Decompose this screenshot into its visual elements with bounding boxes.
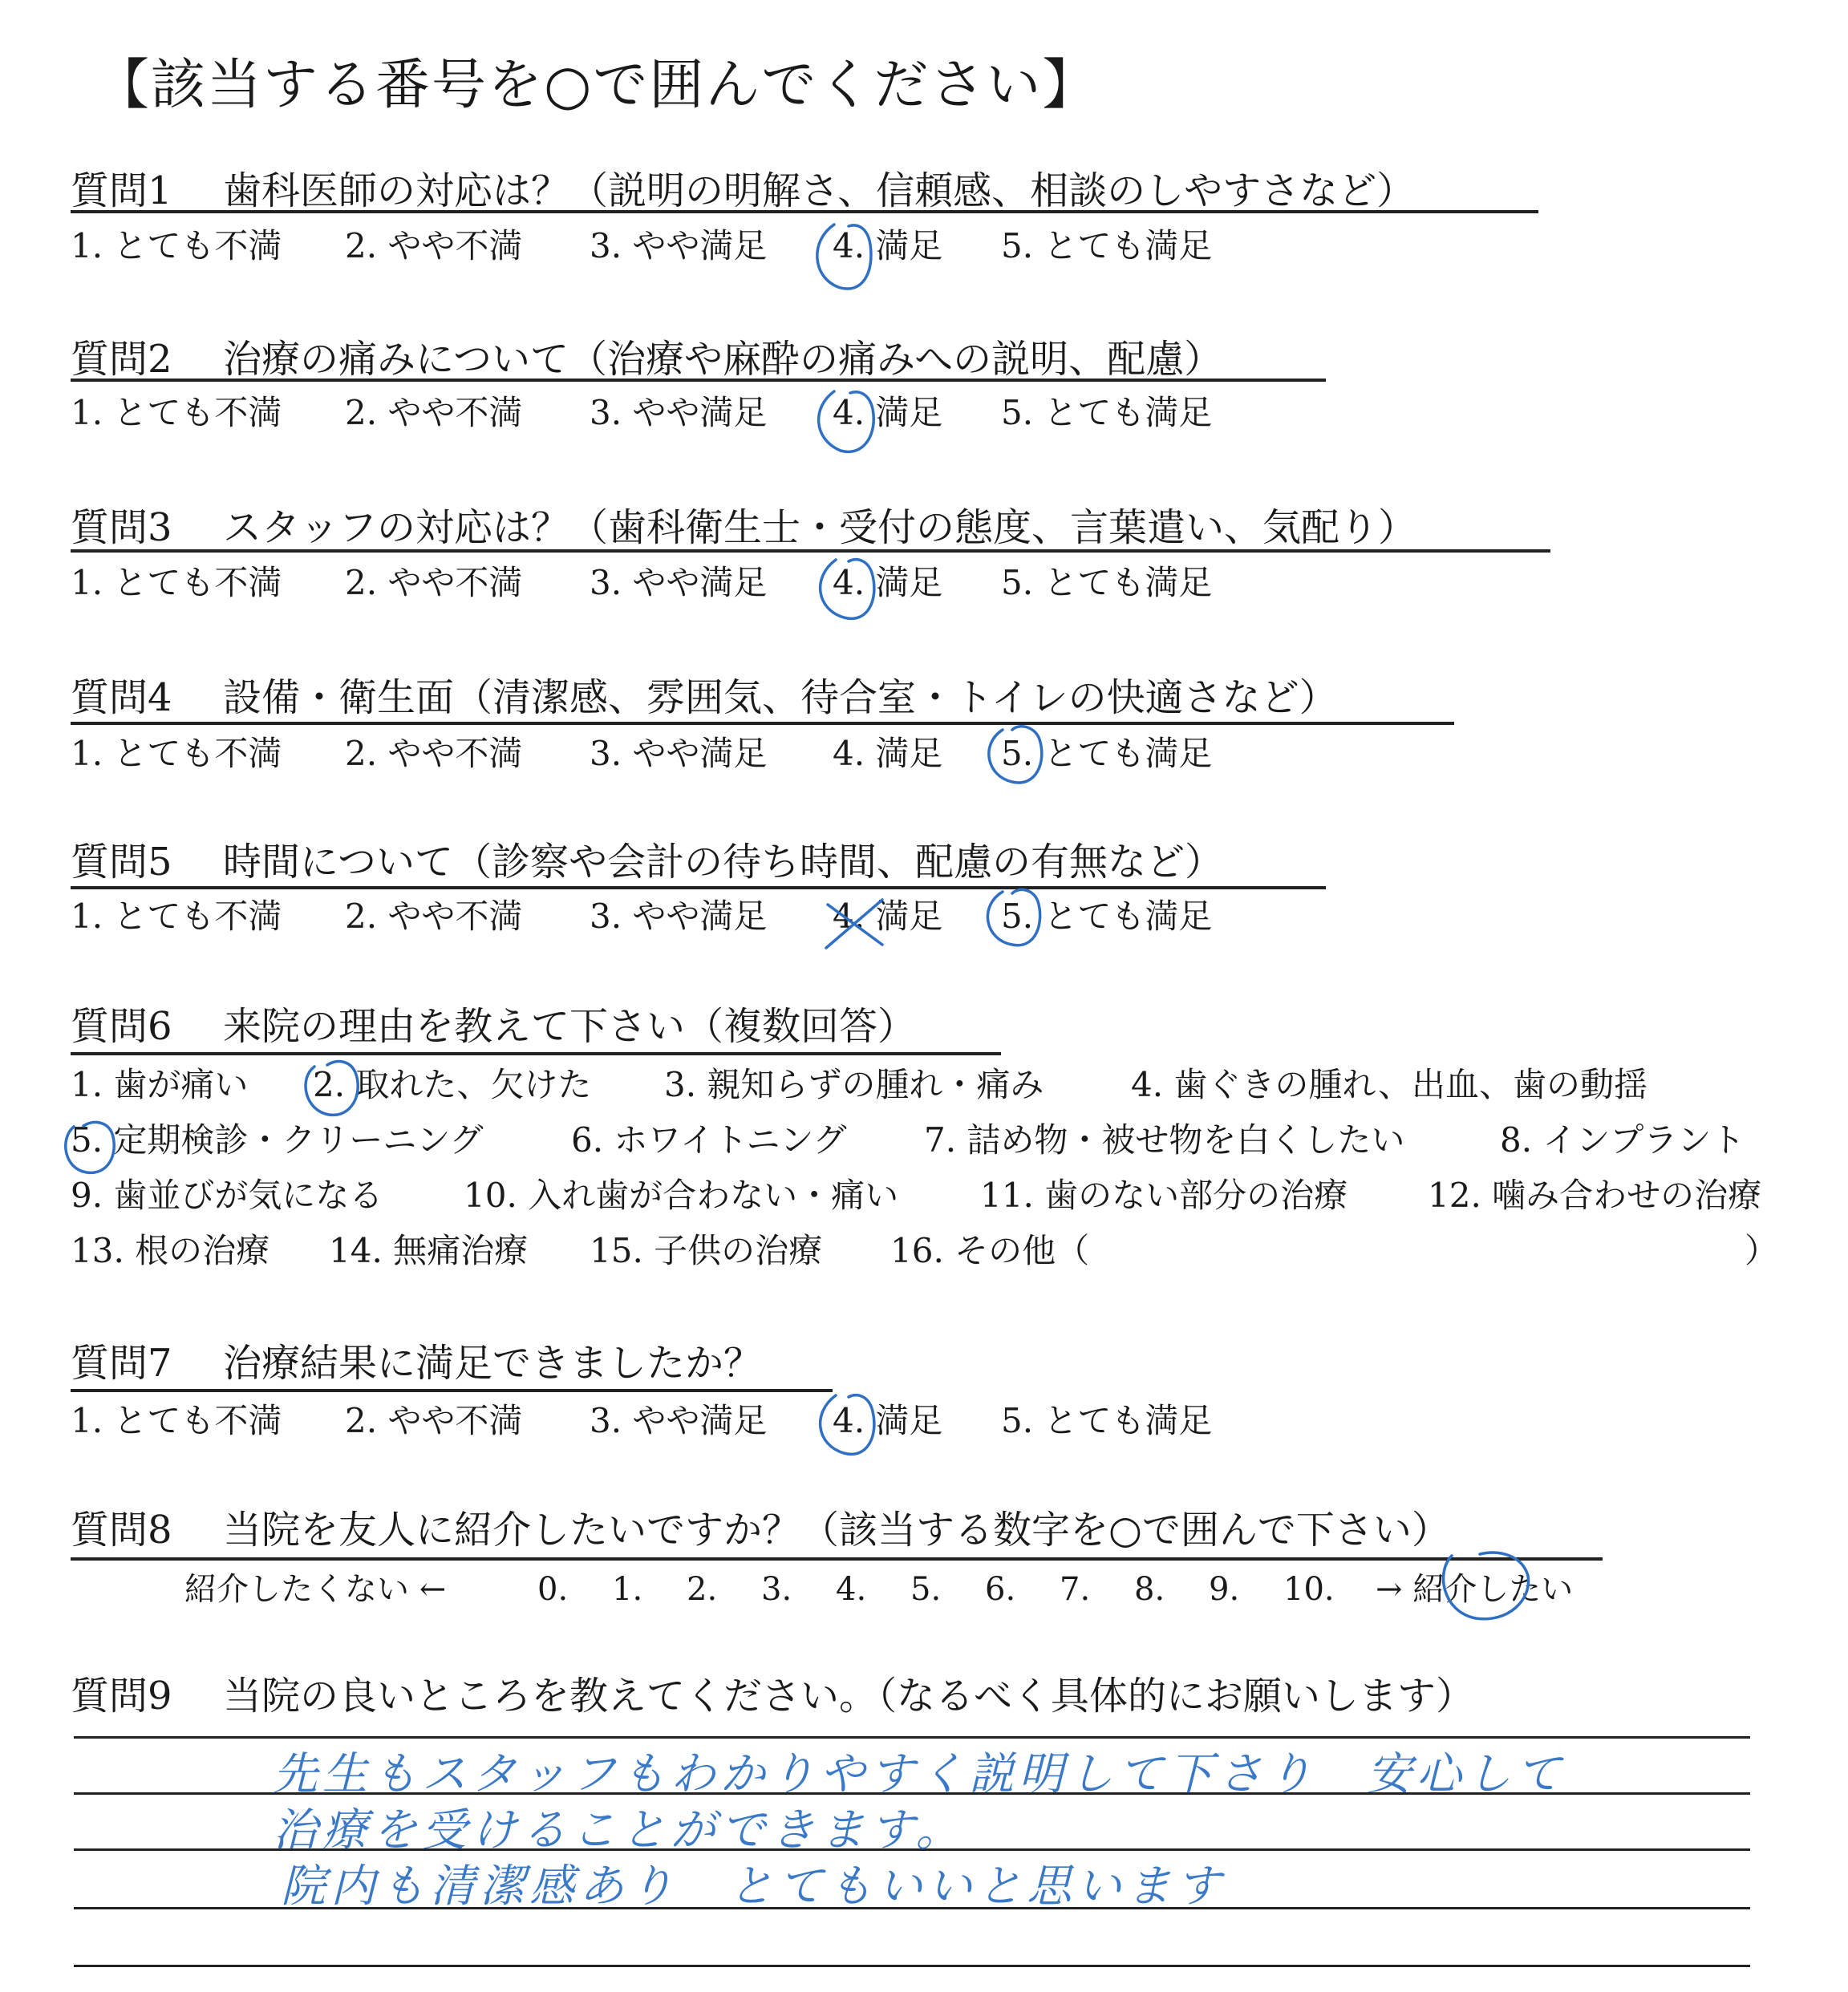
q7-option-3[interactable]: 3. やや満足 (590, 1401, 768, 1440)
question-3-title (71, 504, 1416, 552)
q6-option-1[interactable]: 1. 歯が痛い (71, 1065, 249, 1104)
q8-score-3[interactable]: 3. (761, 1571, 792, 1608)
q3-option-1[interactable]: 1. とても不満 (71, 563, 282, 602)
question-7-title (71, 1339, 762, 1387)
question-4-number: 質問4 (71, 675, 172, 720)
q4-option-5[interactable]: 5. とても満足 (1001, 734, 1213, 773)
q6-other-close-paren: ） (1745, 1231, 1779, 1270)
q9-answer-line-2[interactable]: 治療を受けることができます。 (273, 1804, 966, 1856)
question-2-underline (71, 379, 1326, 382)
q6-option-10[interactable]: 10. 入れ歯が合わない・痛い (464, 1176, 899, 1215)
q6-option-12[interactable]: 12. 噛み合わせの治療 (1428, 1176, 1762, 1215)
q3-option-2[interactable]: 2. やや不満 (345, 563, 523, 602)
question-4-text: 設備・衛生面（清潔感、雰囲気、待合室・トイレの快適さなど） (223, 675, 1338, 720)
q5-option-1[interactable]: 1. とても不満 (71, 897, 282, 936)
q6-option-2[interactable]: 2. 取れた、欠けた (313, 1065, 592, 1104)
question-3-number: 質問3 (71, 505, 172, 550)
q2-option-1[interactable]: 1. とても不満 (71, 393, 282, 432)
q7-option-2[interactable]: 2. やや不満 (345, 1401, 523, 1440)
question-8-underline (71, 1557, 1603, 1561)
q4-option-3[interactable]: 3. やや満足 (590, 734, 768, 773)
form-heading: 【該当する番号を○で囲んでください】 (95, 54, 1099, 117)
question-6-text: 来院の理由を教えて下さい（複数回答） (223, 1004, 917, 1049)
q6-option-8[interactable]: 8. インプラント (1500, 1120, 1745, 1160)
question-3-text: スタッフの対応は？（歯科衛生士・受付の態度、言葉遣い、気配り） (223, 505, 1417, 550)
q4-option-2[interactable]: 2. やや不満 (345, 734, 523, 773)
question-4-title (71, 674, 1338, 722)
question-9-text: 当院の良いところを教えてください。（なるべく具体的にお願いします） (223, 1674, 1475, 1719)
q6-option-4[interactable]: 4. 歯ぐきの腫れ、出血、歯の動揺 (1131, 1065, 1647, 1104)
question-6-number: 質問6 (71, 1004, 172, 1049)
question-7-number: 質問7 (71, 1341, 172, 1386)
question-1-number: 質問1 (71, 168, 172, 213)
question-5-text: 時間について（診察や会計の待ち時間、配慮の有無など） (223, 840, 1224, 885)
q2-option-2[interactable]: 2. やや不満 (345, 393, 523, 432)
question-4-underline (71, 722, 1454, 725)
q8-score-9[interactable]: 9. (1209, 1571, 1240, 1608)
q8-score-6[interactable]: 6. (985, 1571, 1016, 1608)
q3-option-3[interactable]: 3. やや満足 (590, 563, 768, 602)
q5-option-2[interactable]: 2. やや不満 (345, 897, 523, 936)
q8-score-1[interactable]: 1. (612, 1571, 643, 1608)
q5-option-4[interactable]: 4. 満足 (833, 897, 943, 936)
q1-option-2[interactable]: 2. やや不満 (345, 226, 523, 265)
q6-option-7[interactable]: 7. 詰め物・被せ物を白くしたい (924, 1120, 1405, 1160)
q2-option-4[interactable]: 4. 満足 (833, 393, 943, 432)
q8-score-10[interactable]: 10. (1283, 1571, 1335, 1608)
question-3-underline (71, 549, 1550, 553)
question-6-underline (71, 1052, 1001, 1055)
q8-score-8[interactable]: 8. (1134, 1571, 1165, 1608)
q1-option-1[interactable]: 1. とても不満 (71, 226, 282, 265)
question-8-text: 当院を友人に紹介したいですか？（該当する数字を○で囲んで下さい） (223, 1508, 1450, 1553)
question-1-underline (71, 210, 1538, 213)
q7-option-1[interactable]: 1. とても不満 (71, 1401, 282, 1440)
q8-score-0[interactable]: 0. (537, 1571, 569, 1608)
question-8-title (71, 1506, 1450, 1554)
q5-option-5[interactable]: 5. とても満足 (1001, 897, 1213, 936)
q5-option-3[interactable]: 3. やや満足 (590, 897, 768, 936)
q8-right-label[interactable]: → 紹介したい (1376, 1571, 1574, 1608)
question-5-title (71, 838, 1223, 886)
question-2-text: 治療の痛みについて（治療や麻酔の痛みへの説明、配慮） (223, 337, 1223, 382)
question-5-number: 質問5 (71, 840, 172, 885)
q3-option-5[interactable]: 5. とても満足 (1001, 563, 1213, 602)
q6-option-3[interactable]: 3. 親知らずの腫れ・痛み (664, 1065, 1044, 1104)
question-6-title (71, 1002, 916, 1051)
question-1-title (71, 167, 1415, 215)
q6-option-6[interactable]: 6. ホワイトニング (571, 1120, 847, 1160)
q1-option-3[interactable]: 3. やや満足 (590, 226, 768, 265)
q8-score-7[interactable]: 7. (1060, 1571, 1091, 1608)
question-5-underline (71, 886, 1326, 889)
q8-score-2[interactable]: 2. (687, 1571, 718, 1608)
q8-score-5[interactable]: 5. (910, 1571, 942, 1608)
question-1-text: 歯科医師の対応は？（説明の明解さ、信頼感、相談のしやすさなど） (223, 168, 1416, 213)
question-9-title (71, 1672, 1474, 1720)
question-7-text: 治療結果に満足できましたか？ (223, 1341, 763, 1386)
q2-option-5[interactable]: 5. とても満足 (1001, 393, 1213, 432)
q8-score-4[interactable]: 4. (836, 1571, 867, 1608)
q6-option-13[interactable]: 13. 根の治療 (71, 1231, 270, 1270)
q2-option-3[interactable]: 3. やや満足 (590, 393, 768, 432)
q9-answer-line-3[interactable]: 院内も清潔感あり とてもいいと思います (281, 1860, 1226, 1913)
question-2-number: 質問2 (71, 337, 172, 382)
q6-option-15[interactable]: 15. 子供の治療 (590, 1231, 823, 1270)
q7-option-4[interactable]: 4. 満足 (833, 1401, 943, 1440)
q4-option-1[interactable]: 1. とても不満 (71, 734, 282, 773)
q6-option-16[interactable]: 16. その他（ (890, 1231, 1090, 1270)
q4-option-4[interactable]: 4. 満足 (833, 734, 943, 773)
question-9-number: 質問9 (71, 1674, 172, 1719)
question-8-number: 質問8 (71, 1508, 172, 1553)
q6-option-14[interactable]: 14. 無痛治療 (329, 1231, 529, 1270)
question-2-title (71, 335, 1222, 383)
question-7-underline (71, 1389, 833, 1392)
q6-option-11[interactable]: 11. 歯のない部分の治療 (980, 1176, 1348, 1215)
q8-left-label: 紹介したくない ← (184, 1571, 447, 1608)
q6-option-5[interactable]: 5. 定期検診・クリーニング (71, 1120, 484, 1160)
q7-option-5[interactable]: 5. とても満足 (1001, 1401, 1213, 1440)
answer-line-5 (74, 1965, 1750, 1967)
q6-option-9[interactable]: 9. 歯並びが気になる (71, 1176, 383, 1215)
q9-answer-line-1[interactable]: 先生もスタッフもわかりやすく説明して下さり 安心して (273, 1748, 1566, 1800)
q3-option-4[interactable]: 4. 満足 (833, 563, 943, 602)
q1-option-4[interactable]: 4. 満足 (833, 226, 943, 265)
q1-option-5[interactable]: 5. とても満足 (1001, 226, 1213, 265)
